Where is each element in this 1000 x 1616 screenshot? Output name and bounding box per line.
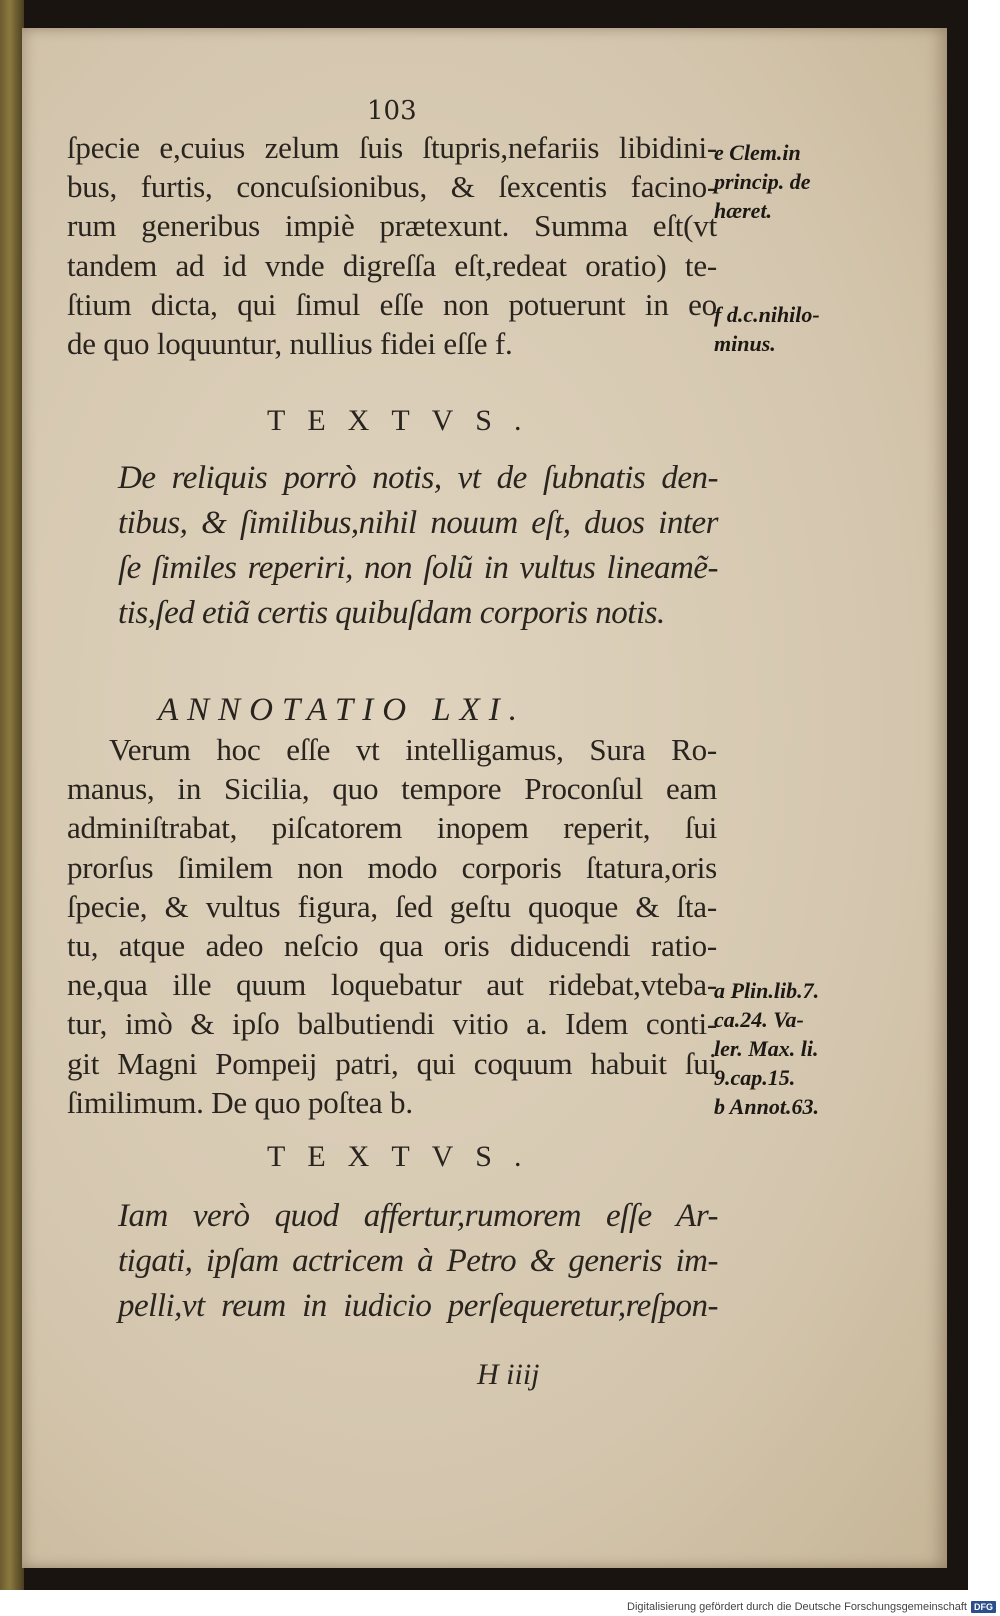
dfg-footer (627, 1601, 996, 1613)
textus-heading-2: TEXTVS. (267, 1140, 544, 1173)
textus-heading-1: TEXTVS. (267, 404, 544, 437)
book-spine-edge (0, 0, 24, 1590)
text-line: Verum hoc eſſe vt intelligamus, Sura Ro- (109, 732, 717, 767)
textus-2-body (118, 1194, 718, 1329)
text-line: prorſus ſimilem non modo corporis ſtatura,oris (67, 849, 717, 885)
margin-note-line: ca.24. Va- (714, 1007, 804, 1032)
textus-1-body (118, 456, 718, 636)
text-line: ſpecie e,cuius zelum ſuis ſtupris,nefariis libidini- (67, 130, 717, 165)
margin-note-line: ler. Max. li. (714, 1036, 819, 1061)
annotation-heading: ANNOTATIO LXI. (158, 692, 527, 728)
margin-note-line: hæret. (714, 198, 773, 223)
margin-note-line: minus. (714, 331, 776, 356)
text-line: tigati, ipſam actricem à Petro & generis im- (118, 1243, 718, 1279)
paragraph-1 (67, 128, 717, 363)
margin-note-f (714, 300, 864, 358)
margin-note-line: princip. de (714, 169, 811, 194)
book-page (22, 28, 947, 1568)
text-line: tu, atque adeo neſcio qua oris diducendi ratio- (67, 928, 717, 964)
text-line: De reliquis porrò notis, vt de ſubnatis den- (118, 460, 718, 496)
text-line: Iam verò quod affertur,rumorem eſſe Ar- (118, 1198, 718, 1234)
text-line: ſpecie, & vultus figura, ſed geſtu quoque & ſta- (67, 888, 717, 924)
text-line: rum generibus impiè prætexunt. Summa eſt(vt (67, 208, 717, 244)
text-line: tibus, & ſimilibus,nihil nouum eſt, duos inter (118, 505, 718, 541)
margin-note-line: b Annot.63. (714, 1094, 819, 1119)
text-line: bus, furtis, concuſsionibus, & ſexcentis facino- (67, 169, 717, 205)
text-line: ſtium dicta, qui ſimul eſſe non potuerunt in eo (67, 286, 717, 322)
margin-note-e (714, 138, 864, 225)
margin-note-line: f d.c.nihilo- (714, 302, 820, 327)
margin-note-ab (714, 976, 864, 1121)
dfg-logo-icon[interactable]: DFG (971, 1601, 996, 1613)
text-line: adminiſtrabat, piſcatorem inopem reperit, ſui (67, 810, 717, 846)
text-line: ſimilimum. De quo poſtea b. (67, 1084, 413, 1120)
page-number: 103 (367, 96, 417, 126)
text-line: tur, imò & ipſo balbutiendi vitio a. Idem conti- (67, 1006, 717, 1042)
text-line: manus, in Sicilia, quo tempore Proconſul eam (67, 771, 717, 807)
margin-note-line: a Plin.lib.7. (714, 978, 820, 1003)
text-line: ſe ſimiles reperiri, non ſolũ in vultus lineamẽ- (118, 550, 718, 586)
text-line: ne,qua ille quum loquebatur aut ridebat,vteba- (67, 967, 717, 1003)
text-line: tis,ſed etiã certis quibuſdam corporis notis. (118, 595, 665, 631)
margin-note-line: e Clem.in (714, 140, 801, 165)
signature-mark: H iiij (477, 1358, 540, 1391)
text-line: de quo loquuntur, nullius fidei eſſe f. (67, 326, 513, 362)
text-line: tandem ad id vnde digreſſa eſt,redeat oratio) te- (67, 247, 717, 283)
margin-note-line: 9.cap.15. (714, 1065, 796, 1090)
dfg-credit-text: Digitalisierung gefördert durch die Deutsche Forschungsgemeinschaft (627, 1601, 967, 1613)
text-line: git Magni Pompeij patri, qui coquum habuit ſui (67, 1045, 717, 1081)
annotation-body (67, 730, 717, 1122)
text-line: pelli,vt reum in iudicio perſequeretur,reſpon- (118, 1288, 718, 1324)
